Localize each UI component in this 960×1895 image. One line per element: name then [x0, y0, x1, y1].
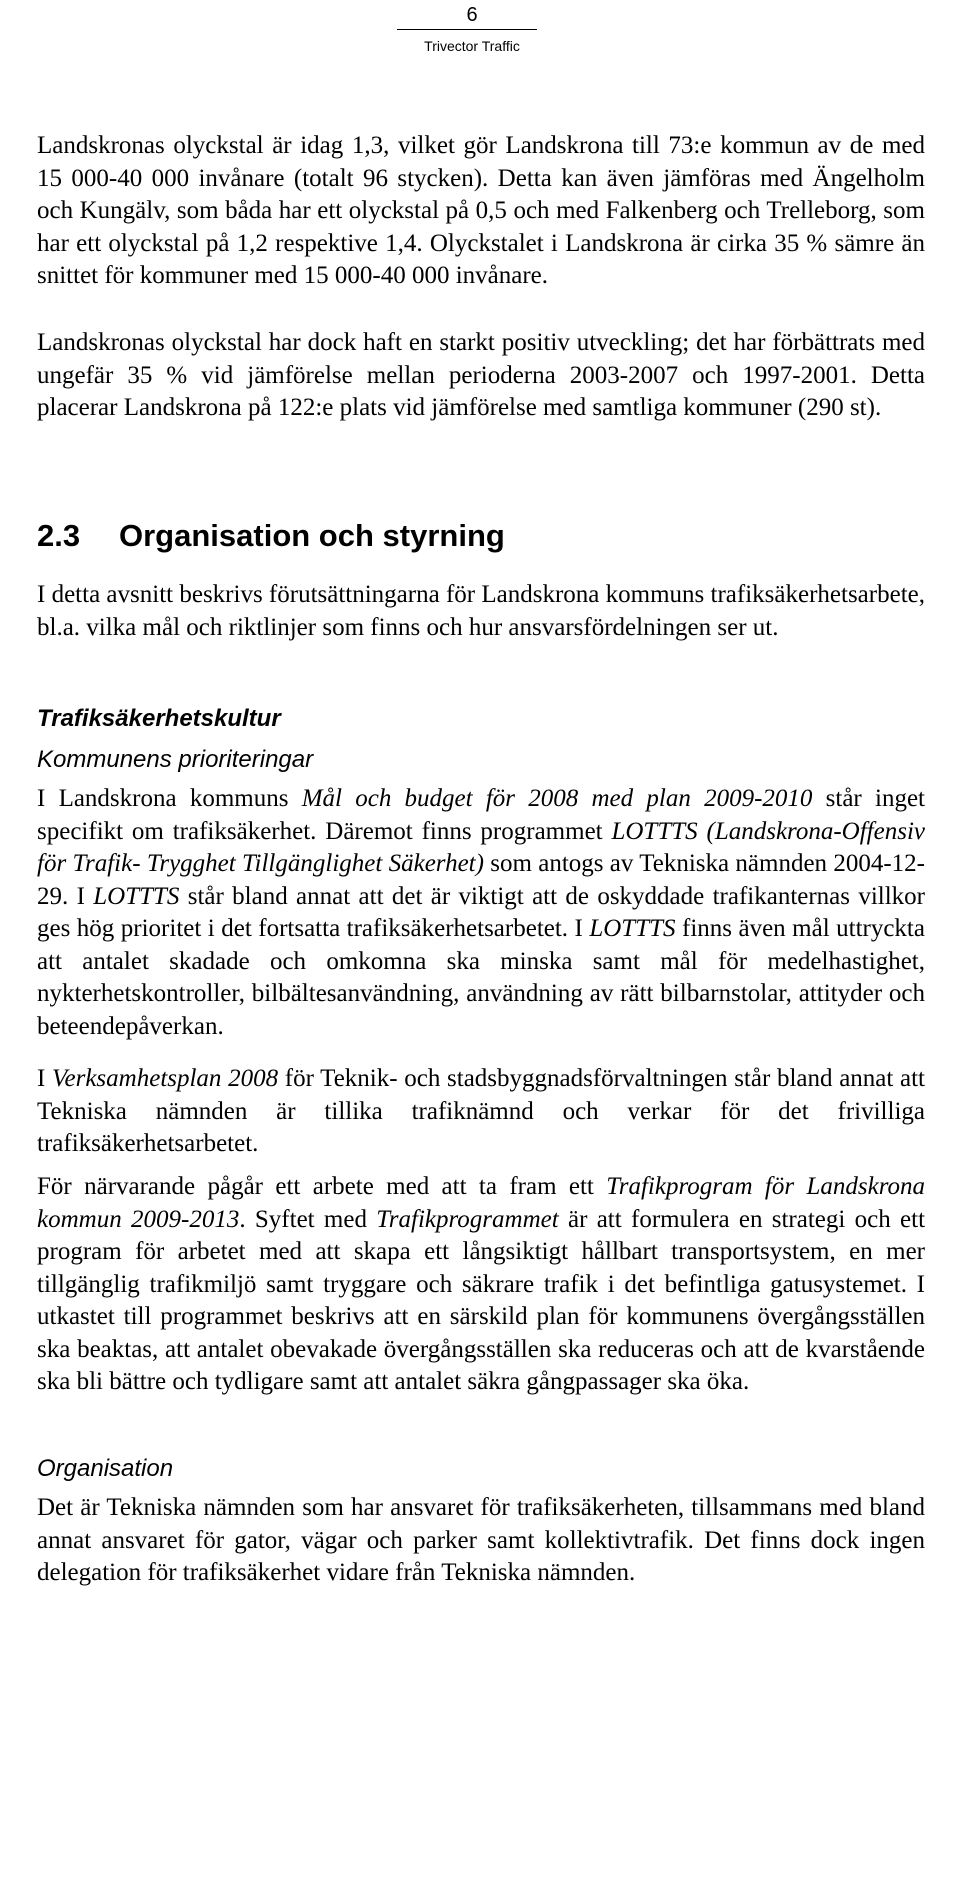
- subheading-organisation: Organisation: [37, 1455, 174, 1482]
- page-header: [392, 0, 552, 54]
- paragraph-text: I detta avsnitt beskrivs förutsättningarna för Landskrona kommuns trafiksäkerhetsarbete, bl.a. vilka mål och riktlinjer som finns och hur ansvarsfördelningen ser ut.: [37, 581, 925, 641]
- paragraph-text: Landskronas olyckstal har dock haft en starkt positiv utveckling; det har förbättrats med ungefär 35 % vid jämförelse mellan perioderna 2003-2007 och 1997-2001. Detta placerar Landskrona på 122:e plats vid jämförelse med samtliga kommuner (290 st).: [37, 329, 925, 421]
- paragraph-trafikprogram: [37, 1171, 925, 1399]
- page-number: 6: [466, 4, 478, 26]
- section-intro: [37, 579, 925, 644]
- subheading-trafiksakerhetskultur: Trafiksäkerhetskultur: [37, 705, 281, 732]
- paragraph-text: I Landskrona kommuns Mål och budget för 2008 med plan 2009-2010 står inget specifikt om trafiksäkerhet. Däremot finns programmet LOTTTS (Landskrona-Offensiv för Trafik- Trygghet Tillgänglighet Säkerhet) som antogs av Tekniska nämnden 2004-12-29. I LOTTTS står bland annat att det är viktigt att de oskyddade trafikanternas villkor ges hög prioritet i det fortsatta trafiksäkerhetsarbetet. I LOTTTS finns även mål uttryckta att antalet skadade och omkomna ska minska samt mål för medelhastighet, nykterhetskontroller, bilbältesanvändning, användning av rätt bilbarnstolar, attityder och beteendepåverkan.: [37, 785, 926, 1040]
- section-number: 2.3: [37, 518, 81, 553]
- paragraph-olyckstal: [37, 130, 925, 293]
- paragraph-prioriteringar: [37, 783, 925, 1043]
- header-organization: Trivector Traffic: [424, 38, 520, 54]
- paragraph-verksamhetsplan: [37, 1063, 925, 1161]
- paragraph-utveckling: [37, 327, 925, 425]
- paragraph-text: I Verksamhetsplan 2008 för Teknik- och stadsbyggnadsförvaltningen står bland annat att Tekniska nämnden är tillika trafiknämnd och verkar för det frivilliga trafiksäkerhetsarbetet.: [37, 1065, 926, 1157]
- paragraph-text: För närvarande pågår ett arbete med att ta fram ett Trafikprogram för Landskrona kommun 2009-2013. Syftet med Trafikprogrammet är att formulera en strategi och ett program för arbetet med att skapa ett långsiktigt hållbart transportsystem, en mer tillgänglig trafikmiljö samt tryggare och säkrare trafik i det befintliga gatusystemet. I utkastet till programmet beskrivs att en särskild plan för kommunens övergångsställen ska beaktas, att antalet obevakade övergångsställen ska reduceras och att de kvarstående ska bli bättre och tydligare samt att antalet säkra gångpassager ska öka.: [37, 1173, 926, 1395]
- paragraph-organisation: [37, 1492, 925, 1590]
- section-title: Organisation och styrning: [119, 518, 505, 553]
- paragraph-text: Landskronas olyckstal är idag 1,3, vilket gör Landskrona till 73:e kommun av de med 15 000-40 000 invånare (totalt 96 stycken). Detta kan även jämföras med Ängelholm och Kungälv, som båda har ett olyckstal på 0,5 och med Falkenberg och Trelleborg, som har ett olyckstal på 1,2 respektive 1,4. Olyckstalet i Landskrona är cirka 35 % sämre än snittet för kommuner med 15 000-40 000 invånare.: [37, 132, 925, 289]
- header-rule: [397, 29, 537, 30]
- section-heading: [37, 518, 505, 554]
- subheading-kommunens-prioriteringar: Kommunens prioriteringar: [37, 746, 314, 773]
- paragraph-text: Det är Tekniska nämnden som har ansvaret för trafiksäkerheten, tillsammans med bland annat ansvaret för gator, vägar och parker samt kollektivtrafik. Det finns dock ingen delegation för trafiksäkerhet vidare från Tekniska nämnden.: [37, 1494, 925, 1586]
